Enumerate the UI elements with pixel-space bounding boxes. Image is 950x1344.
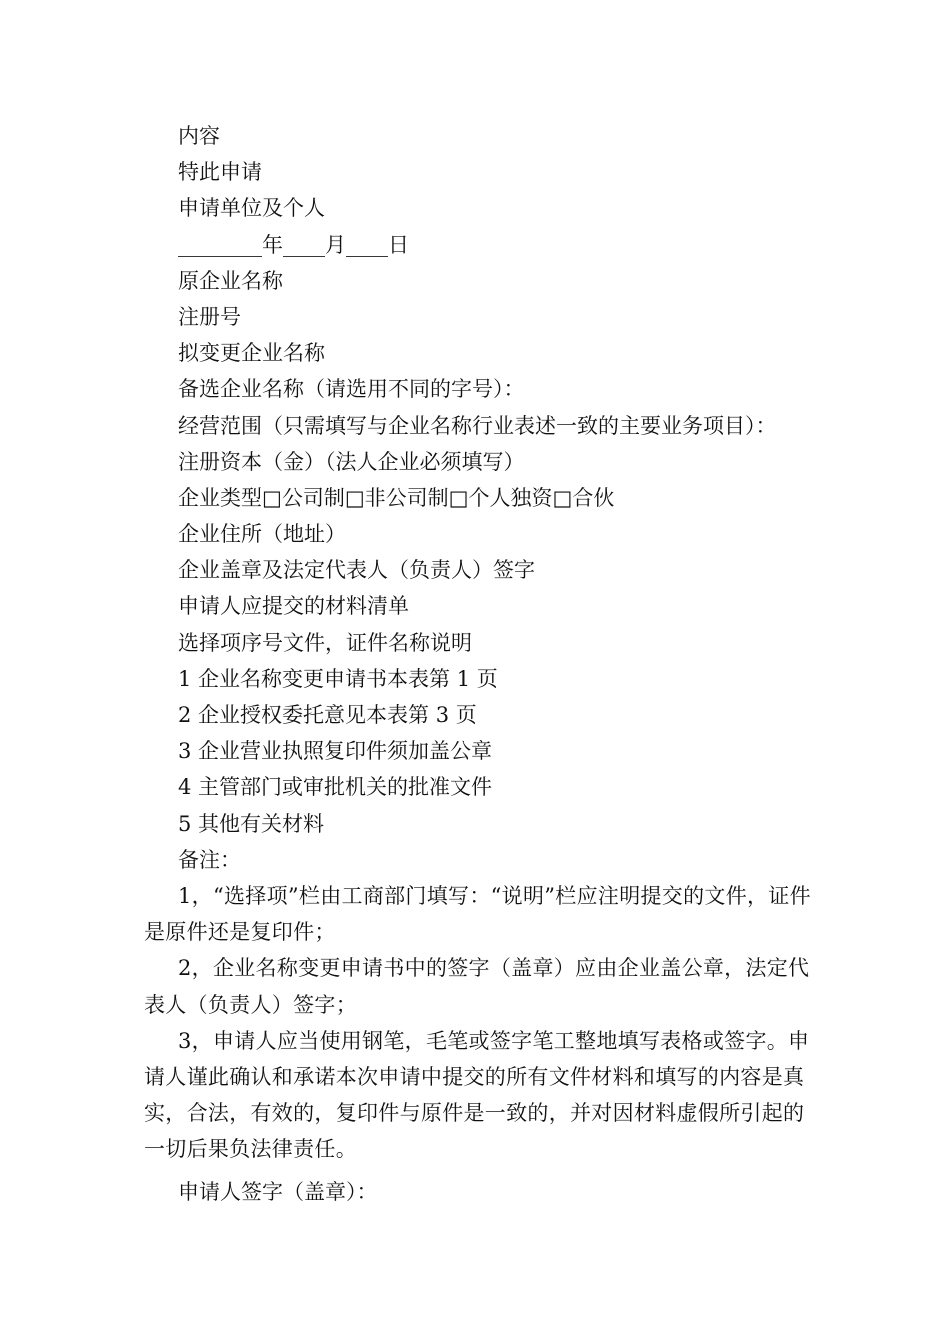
materials-list-heading: 申请人应提交的材料清单 bbox=[178, 594, 409, 619]
original-name-label: 原企业名称 bbox=[178, 268, 283, 293]
materials-list-header: 选择项序号文件，证件名称说明 bbox=[178, 630, 472, 655]
alternate-name-label: 备选企业名称（请选用不同的字号）： bbox=[178, 377, 525, 402]
seal-signature-label: 企业盖章及法定代表人（负责人）签字 bbox=[178, 558, 535, 583]
note-paragraph: 2，企业名称变更申请书中的签字（盖章）应由企业盖公章，法定代表人（负责人）签字； bbox=[144, 956, 810, 1017]
document-body bbox=[144, 118, 824, 1210]
registration-number-label: 注册号 bbox=[178, 304, 241, 329]
materials-list-item: 1 企业名称变更申请书本表第 1 页 bbox=[178, 666, 498, 691]
business-scope-label: 经营范围（只需填写与企业名称行业表述一致的主要业务项目）： bbox=[178, 413, 777, 438]
note-paragraph: 1，“选择项”栏由工商部门填写：“说明”栏应注明提交的文件，证件是原件还是复印件； bbox=[144, 883, 811, 945]
materials-list-item: 3 企业营业执照复印件须加盖公章 bbox=[178, 739, 493, 764]
text-line-content: 内容 bbox=[178, 124, 220, 148]
text-line-applicant: 申请单位及个人 bbox=[178, 196, 325, 221]
materials-list-item: 2 企业授权委托意见本表第 3 页 bbox=[178, 703, 477, 727]
date-line: ________年____月____日 bbox=[178, 232, 409, 257]
materials-list-item: 5 其他有关材料 bbox=[178, 811, 325, 836]
enterprise-type-label: 企业类型□公司制□非公司制□个人独资□合伙 bbox=[178, 485, 615, 510]
notes-heading: 备注： bbox=[178, 847, 241, 872]
materials-list-item: 4 主管部门或审批机关的批准文件 bbox=[178, 775, 493, 800]
enterprise-address-label: 企业住所（地址） bbox=[178, 522, 346, 547]
signature-line: 申请人签字（盖章）： bbox=[178, 1179, 378, 1204]
registered-capital-label: 注册资本（金）（法人企业必须填写） bbox=[178, 449, 525, 474]
text-line-request: 特此申请 bbox=[178, 160, 262, 185]
note-paragraph: 3，申请人应当使用钢笔，毛笔或签字笔工整地填写表格或签字。申请人谨此确认和承诺本次申请中提交的所有文件材料和填写的内容是真实，合法，有效的，复印件与原件是一致的，并对因材料虚假所引起的一切后果负法律责任。 bbox=[144, 1028, 810, 1162]
proposed-name-label: 拟变更企业名称 bbox=[178, 341, 325, 366]
